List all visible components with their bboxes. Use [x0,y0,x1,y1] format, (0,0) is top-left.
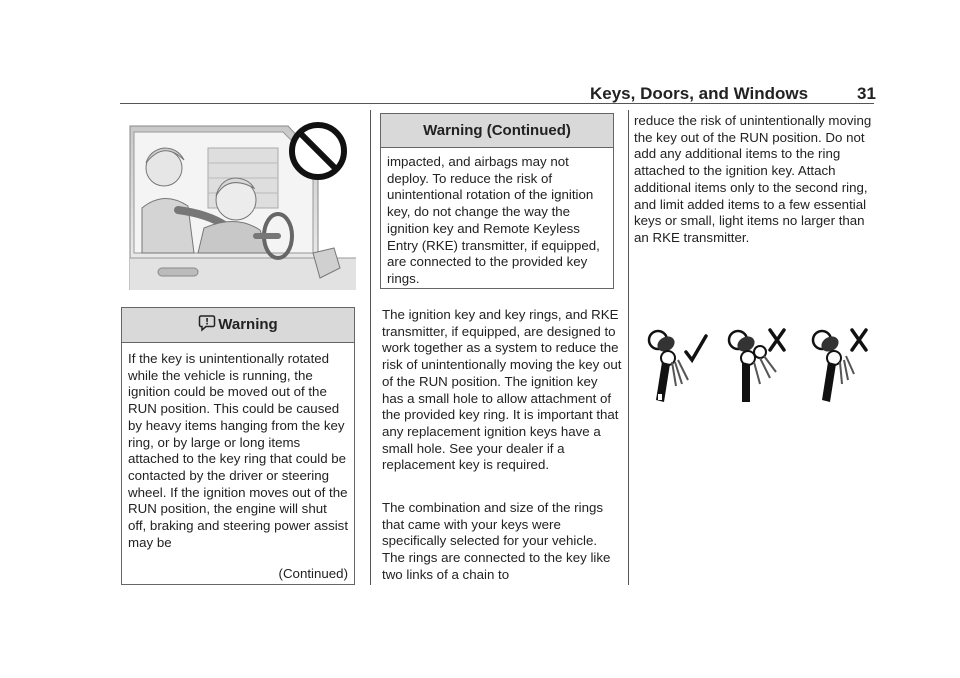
x-mark-icon [770,330,784,350]
key-ring-correct-icon [649,331,688,402]
warning-box-continued [380,113,614,289]
body-paragraph: reduce the risk of unintentionally moving the key out of the RUN position. Do not add any additional items to the ring attached to the ignition key. Attach additional items only to the second ring, and limit added items to a few essential keys or small, light items no larger than an RKE transmitter. [634,113,872,245]
key-ring-incorrect-icon [813,331,854,402]
children-in-car-illustration [128,118,356,290]
continued-label: (Continued) [278,566,348,581]
warning-text: If the key is unintentionally rotated while the vehicle is running, the ignition could be moved out of the RUN position. This could be caused by heavy items hanging from the key ring, or by large or long items attached to the key ring that could be contacted by the driver or steering wheel. If the ignition moves out of the RUN position, the engine will shut off, braking and steering power assist may be [128,351,349,550]
warning-text: impacted, and airbags may not deploy. To reduce the risk of unintentional rotation of the ignition key, do not change the way the ignition key and Remote Keyless Entry (RKE) transmitter, if equipped, are connected to the provided key rings. [387,154,600,286]
no-entry-symbol-icon [292,125,344,177]
body-paragraph: The ignition key and key rings, and RKE transmitter, if equipped, are designed to work together as a system to reduce the risk of unintentionally moving the key out of the RUN position. The ignition key has a small hole to allow attachment of the provided key ring. It is important that any replacement ignition keys have a small hole. See your dealer if a replacement key is required. [382,307,622,473]
column-divider [370,110,371,585]
header-divider [120,103,874,104]
section-title: Keys, Doors, and Windows [590,84,809,103]
warning-box [121,307,355,585]
key-ring-configurations-figure [640,318,880,410]
warning-header: Warning (Continued) [381,114,613,148]
key-ring-incorrect-icon [729,331,776,402]
warning-title: Warning [218,316,278,333]
page-number: 31 [857,84,876,103]
column-divider [628,110,629,585]
checkmark-icon [686,336,706,360]
x-mark-icon [852,330,866,350]
warning-icon [198,311,216,345]
svg-text:!: ! [205,317,210,328]
warning-header [122,308,354,343]
body-paragraph: The combination and size of the rings that came with your keys were specifically selected for your vehicle. The rings are connected to the key like two links of a chain to [382,500,611,582]
